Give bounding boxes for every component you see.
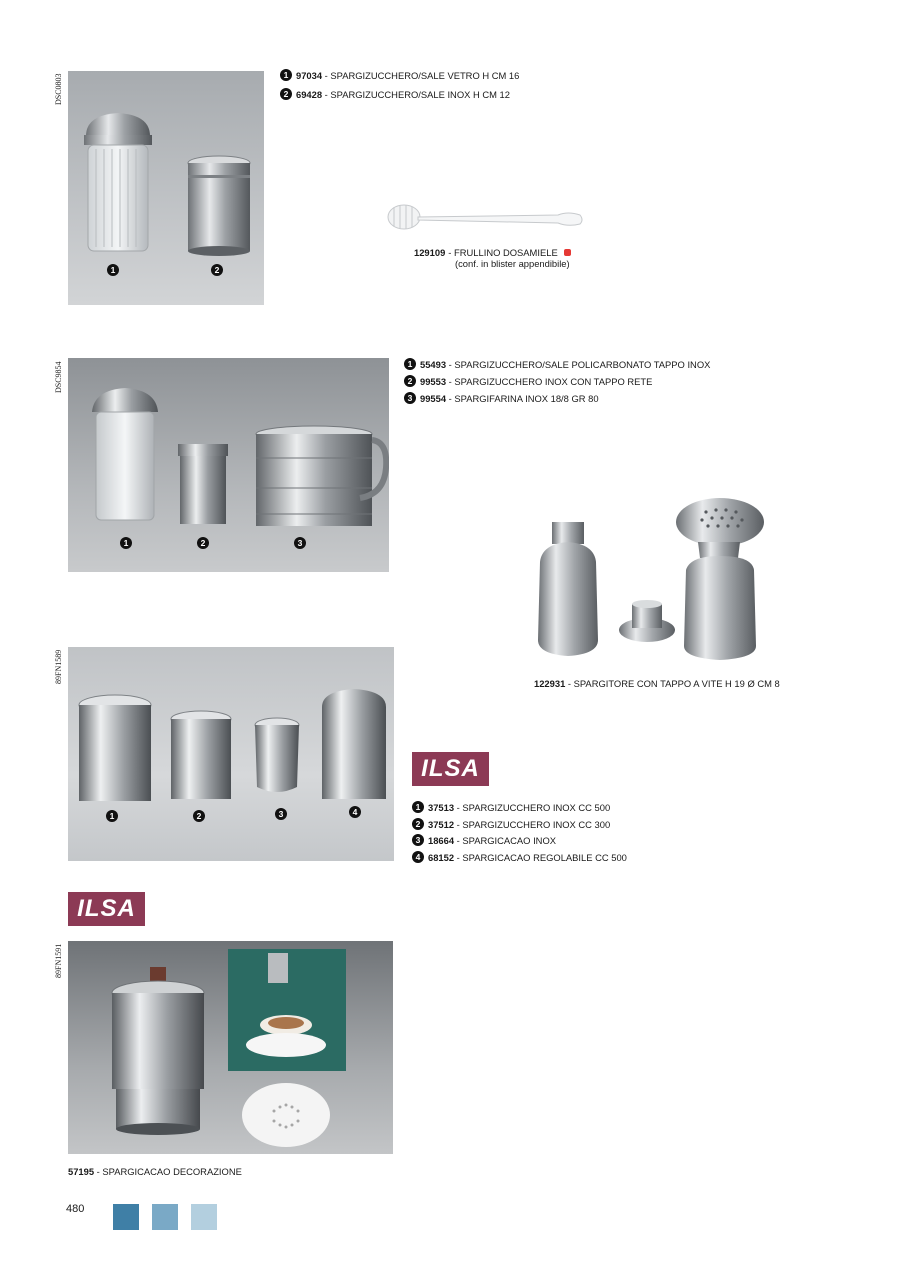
list-item [412,801,610,813]
item-code: 18664 [428,834,455,846]
photo-label-2: 2 [193,810,205,822]
item-desc: - SPARGICACAO REGOLABILE CC 500 [454,851,627,863]
product-photo-shaker [520,470,788,670]
photo-label-2: 2 [197,537,209,549]
item-code: 55493 [420,358,447,370]
color-swatch [113,1204,139,1230]
item-number: 1 [280,69,292,81]
photo-label-1: 1 [107,264,119,276]
item-code: 99554 [420,392,447,404]
item-code: 129109 [414,247,446,258]
item-desc: - FRULLINO DOSAMIELE [448,247,558,258]
item-code: 57195 [68,1166,95,1177]
item-code: 37512 [428,818,455,830]
item-desc: - SPARGICACAO DECORAZIONE [94,1166,242,1177]
item-desc: - SPARGITORE CON TAPPO A VITE H 19 Ø CM 8 [565,678,780,689]
item-code: 97034 [296,69,323,81]
item-desc: - SPARGIFARINA INOX 18/8 GR 80 [446,392,599,404]
item-code: 68152 [428,851,455,863]
honey-dipper-illustration [382,203,588,239]
item-code: 69428 [296,88,323,100]
item-number: 1 [412,801,424,813]
decorator-illustration [68,941,393,1154]
new-marker-icon [564,249,571,256]
item-code: 99553 [420,375,447,387]
item-number: 3 [412,834,424,846]
item-code: 37513 [428,801,455,813]
item-number: 4 [412,851,424,863]
product-photo-4 [68,941,393,1154]
photo-code-2: DSC9854 [54,361,63,393]
photo-code-1: DSC0803 [54,73,63,105]
item-number: 2 [412,818,424,830]
list-item [280,88,510,100]
color-swatch [191,1204,217,1230]
honey-dipper-caption [414,247,571,269]
item-number: 2 [404,375,416,387]
photo-label-3: 3 [275,808,287,820]
item-desc: - SPARGIZUCCHERO INOX CON TAPPO RETE [446,375,653,387]
ilsa-logo: ILSA [412,752,489,786]
shaker-caption [534,678,780,689]
item-desc: - SPARGIZUCCHERO INOX CC 300 [454,818,611,830]
list-item [412,834,556,846]
list-item [404,358,710,370]
ilsa-logo: ILSA [68,892,145,926]
product-photo-1 [68,71,264,305]
item-code: 122931 [534,678,566,689]
screw-cap-shaker-illustration [520,470,788,670]
list-item [280,69,519,81]
photo-label-1: 1 [120,537,132,549]
list-item [412,851,627,863]
photo-label-3: 3 [294,537,306,549]
shakers-illustration-1 [68,71,264,305]
item-note: (conf. in blister appendibile) [455,258,570,269]
color-swatch [152,1204,178,1230]
item-desc: - SPARGIZUCCHERO INOX CC 500 [454,801,611,813]
item-desc: - SPARGIZUCCHERO/SALE VETRO H CM 16 [322,69,520,81]
photo-code-4: 89FN1591 [54,943,63,978]
list-item [412,818,610,830]
product-photo-2 [68,358,389,572]
item-desc: - SPARGIZUCCHERO/SALE INOX H CM 12 [322,88,510,100]
photo-label-4: 4 [349,806,361,818]
photo-label-2: 2 [211,264,223,276]
photo-label-1: 1 [106,810,118,822]
shakers-illustration-2 [68,358,389,572]
photo-code-3: 89FN1589 [54,649,63,684]
item-desc: - SPARGIZUCCHERO/SALE POLICARBONATO TAPPO INOX [446,358,711,370]
page-number: 480 [66,1203,85,1215]
list-item [404,392,599,404]
product-photo-3 [68,647,394,861]
list-item [404,375,652,387]
decorator-caption [68,1166,242,1177]
item-number: 1 [404,358,416,370]
shakers-illustration-3 [68,647,394,861]
item-number: 2 [280,88,292,100]
item-desc: - SPARGICACAO INOX [454,834,557,846]
item-number: 3 [404,392,416,404]
